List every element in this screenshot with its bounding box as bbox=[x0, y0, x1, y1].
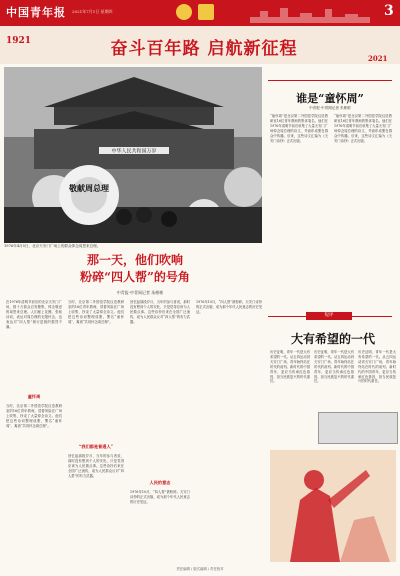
masthead-bar bbox=[0, 0, 400, 26]
page-footer: 责任编辑 / 版式编辑 / 责任校对 bbox=[176, 567, 224, 571]
article-column-4: 1976年10月，“四人帮”被粉碎。天安门诗抄的正式出版，成为那个年代人民意志的历史见证。 bbox=[196, 300, 262, 314]
sidebar-column-1: “童怀周”是北京第二外国语学院汉语教研室16位青年教师的集体笔名。他们在1976年清明节前后收集了大量天安门广场悼念周总理的诗文，并油印成册在群众中传播。后来，这些诗文汇编为《天安门诗抄》正式出版。 bbox=[270, 114, 328, 143]
article-subhead-2: “我们都是普通人” bbox=[78, 444, 114, 449]
banner-year-start: 1921 bbox=[6, 36, 32, 46]
commentary-column-1: 历史证明，青年一代是大有希望的一代。从五四运动到天安门广场，青年始终站在时代的前列。新时代的中国青年，更应当传承红色基因，担当民族复兴的时代重任。 bbox=[270, 350, 310, 384]
tiananmen-photo-illustration bbox=[4, 67, 262, 243]
gate-sign: 中华人民共和国万岁 bbox=[111, 148, 157, 155]
sidebar-rule bbox=[268, 80, 392, 81]
masthead-logo: 中国青年报 bbox=[6, 6, 66, 19]
sidebar-title: 谁是“童怀周” bbox=[296, 92, 364, 105]
party-emblem-icon bbox=[176, 4, 192, 20]
anniversary-emblem-icon bbox=[198, 4, 214, 20]
commentary-tag: 短评 bbox=[306, 312, 352, 320]
issue-meta: 2021年7月1日 星期四 bbox=[72, 9, 113, 14]
main-byline: 中青报·中青网记者 朱彬彬 bbox=[116, 290, 164, 295]
photo-caption: 1976年4月5日，北京天安门广场上的群众悼念周恩来总理。 bbox=[4, 244, 101, 248]
main-photo bbox=[4, 67, 262, 243]
sidebar-column-2: “童怀周”是北京第二外国语学院汉语教研室16位青年教师的集体笔名。他们在1976年清明节前后收集了大量天安门广场悼念周总理的诗文，并油印成册在群众中传播。后来，这些诗文汇编为《天安门诗抄》正式出版。 bbox=[334, 114, 392, 143]
commentary-column-3: 历史证明，青年一代是大有希望的一代。从五四运动到天安门广场，青年始终站在时代的前列。新时代的中国青年，更应当传承红色基因，担当民族复兴的时代重任。 bbox=[358, 350, 396, 384]
headline-line-1: 那一天，他们吹响 bbox=[86, 253, 183, 267]
article-column-3: 回忆起那段岁月，当年的参与者说，那时没有想到个人的安危，只是觉得应该为人民做点事。这些诗抄后来在全国广泛流传，成为人民群众反对“四人帮”的有力武器。 bbox=[130, 300, 190, 324]
banner-slogan: 奋斗百年路 启航新征程 bbox=[110, 39, 298, 59]
main-headline bbox=[50, 252, 220, 286]
article-column-2b: 回忆起那段岁月，当年的参与者说，那时没有想到个人的安危，只是觉得应该为人民做点事。这些诗抄后来在全国广泛流传，成为人民群众反对“四人帮”的有力武器。 bbox=[68, 454, 124, 478]
article-column-3b: 1976年10月，“四人帮”被粉碎。天安门诗抄的正式出版，成为那个年代人民意志的历史见证。 bbox=[130, 490, 190, 504]
city-skyline-icon bbox=[250, 5, 370, 23]
wreath-text: 敬献周总理 bbox=[69, 184, 109, 193]
youth-silhouette-illustration bbox=[270, 450, 396, 562]
banner-year-end: 2021 bbox=[368, 54, 388, 63]
article-subhead-3: 人民的意志 bbox=[149, 480, 171, 485]
inset-photo bbox=[318, 412, 398, 444]
article-column-1b: 当时，北京第二外国语学院汉语教研室的16位青年教师，冒着风险在广场上收集、抄录了大量悼念诗文。他们把这些诗词整理成册，署名“童怀周”，寓意“共同怀念周总理”。 bbox=[6, 404, 62, 428]
page-number: 3 bbox=[384, 3, 394, 19]
theme-banner bbox=[0, 26, 400, 64]
sidebar-byline: 中青报·中青网记者 朱彬彬 bbox=[309, 106, 351, 110]
article-subhead-1: 童怀周 bbox=[27, 394, 41, 399]
commentary-title: 大有希望的一代 bbox=[290, 332, 375, 346]
article-column-2: 当时，北京第二外国语学院汉语教研室的16位青年教师，冒着风险在广场上收集、抄录了大量悼念诗文。他们把这些诗词整理成册，署名“童怀周”，寓意“共同怀念周总理”。 bbox=[68, 300, 124, 324]
article-column-1: 在1976年清明节前后的北京天安门广场，数十万群众自发聚集，悼念敬爱的周恩来总理。人们献上花圈、张贴诗词，表达对周总理的无限怀念，也表达对“四人帮”倒行逆施的强烈不满。 bbox=[6, 300, 62, 329]
commentary-column-2: 历史证明，青年一代是大有希望的一代。从五四运动到天安门广场，青年始终站在时代的前列。新时代的中国青年，更应当传承红色基因，担当民族复兴的时代重任。 bbox=[314, 350, 354, 384]
headline-line-2: 粉碎“四人帮”的号角 bbox=[80, 270, 190, 284]
